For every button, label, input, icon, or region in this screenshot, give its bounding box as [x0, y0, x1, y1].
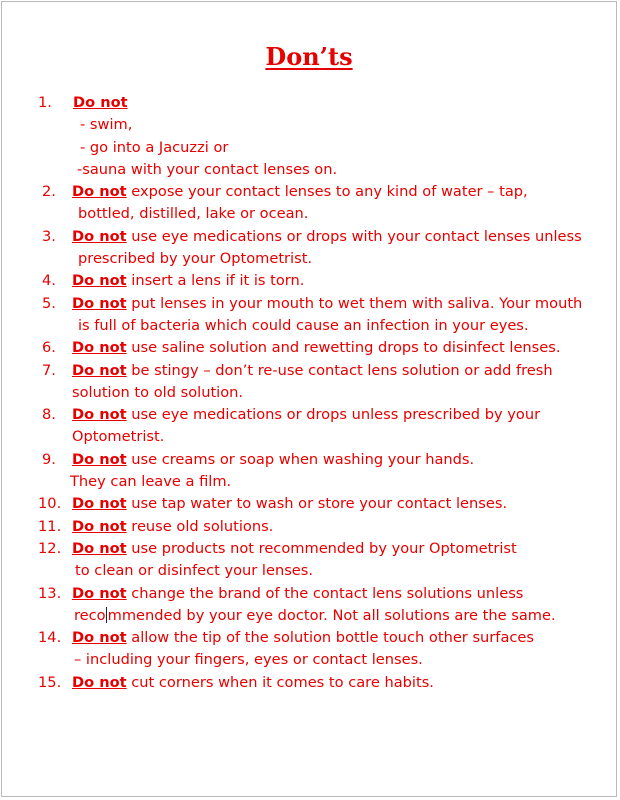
item-number: 10.: [38, 495, 62, 513]
item-text: put lenses in your mouth to wet them with saliva. Your mouth: [126, 294, 583, 312]
item-text: be stingy – don’t re-use contact lens solution or add fresh: [126, 361, 553, 379]
do-not-label: Do not: [72, 539, 127, 557]
item-number: 11.: [38, 517, 62, 535]
item-number: 8.: [42, 406, 56, 424]
item-number: 2.: [42, 183, 56, 201]
item-number: 14.: [38, 629, 62, 647]
item-first-line: [2, 672, 616, 694]
item-continuation-line: is full of bacteria which could cause an infection in your eyes.: [78, 316, 529, 334]
item-number: 6.: [42, 339, 56, 357]
do-not-label: Do not: [72, 272, 127, 290]
do-not-label: Do not: [72, 673, 127, 691]
item-continuation-line: bottled, distilled, lake or ocean.: [78, 205, 309, 223]
item-text: use tap water to wash or store your contact lenses.: [126, 495, 508, 513]
list-item: [2, 449, 616, 494]
item-first-line: [2, 449, 616, 471]
list-item: [2, 270, 616, 292]
list-item: [2, 226, 616, 271]
do-not-label: Do not: [72, 450, 127, 468]
item-number: 7.: [42, 361, 56, 379]
item-number: 4.: [42, 272, 56, 290]
list-item: [2, 538, 616, 583]
list-item: [2, 493, 616, 515]
item-continuation-line: Optometrist.: [72, 428, 165, 446]
list-item: [2, 672, 616, 694]
item-continuation-line: - go into a Jacuzzi or: [80, 138, 229, 156]
item-first-line: [2, 516, 616, 538]
item-first-line: [2, 493, 616, 515]
do-not-label: Do not: [72, 227, 127, 245]
list-item: [2, 181, 616, 226]
do-not-label: Do not: [72, 406, 127, 424]
do-not-label: Do not: [72, 517, 127, 535]
list-item: [2, 516, 616, 538]
do-not-label: Do not: [73, 94, 128, 111]
item-text: cut corners when it comes to care habits.: [126, 673, 434, 691]
item-continuation-line: -sauna with your contact lenses on.: [77, 160, 338, 178]
item-first-line: [2, 181, 616, 203]
item-text: allow the tip of the solution bottle touch other surfaces: [126, 629, 534, 647]
item-number: 13.: [38, 584, 62, 602]
list-item: [2, 337, 616, 359]
do-not-label: Do not: [72, 584, 127, 602]
list-item: [2, 92, 616, 181]
list-item: [2, 583, 616, 628]
item-first-line: [2, 226, 616, 248]
item-continuation-line: - swim,: [80, 116, 133, 134]
item-text: reuse old solutions.: [126, 517, 274, 535]
list-item: [2, 404, 616, 449]
item-text: use eye medications or drops with your contact lenses unless: [126, 227, 582, 245]
do-not-label: Do not: [72, 294, 127, 312]
item-text: use products not recommended by your Optometrist: [126, 539, 517, 557]
item-continuation-line: – including your fingers, eyes or contact lenses.: [74, 651, 423, 669]
item-continuation-line: to clean or disinfect your lenses.: [75, 562, 314, 580]
item-continuation-line: prescribed by your Optometrist.: [78, 250, 313, 268]
item-text: expose your contact lenses to any kind of water – tap,: [126, 183, 528, 201]
item-first-line: [2, 538, 616, 560]
item-text: use saline solution and rewetting drops to disinfect lenses.: [126, 339, 561, 357]
list-item: [2, 627, 616, 672]
item-number: 3.: [42, 227, 56, 245]
do-not-label: Do not: [72, 629, 127, 647]
list-item: [2, 360, 616, 405]
item-number: 12.: [38, 539, 62, 557]
item-number: 5.: [42, 294, 56, 312]
item-text: insert a lens if it is torn.: [126, 272, 305, 290]
document-page[interactable]: [1, 1, 617, 797]
item-first-line: [2, 583, 616, 605]
item-first-line: [2, 404, 616, 426]
item-first-line: [2, 293, 616, 315]
item-number: 15.: [38, 673, 62, 691]
item-first-line: [2, 627, 616, 649]
do-not-label: Do not: [72, 361, 127, 379]
text-cursor: [106, 607, 107, 623]
item-continuation-line: They can leave a film.: [70, 473, 232, 491]
item-text: use eye medications or drops unless prescribed by your: [126, 406, 541, 424]
list-item: [2, 293, 616, 338]
item-first-line: [2, 360, 616, 382]
item-number: 9.: [42, 450, 56, 468]
item-number: 1.: [38, 94, 52, 111]
page-title: Don’ts: [265, 42, 353, 71]
item-first-line: [2, 92, 616, 114]
item-first-line: [2, 270, 616, 292]
item-text: change the brand of the contact lens solutions unless: [126, 584, 524, 602]
donts-list: [2, 92, 616, 694]
do-not-label: Do not: [72, 495, 127, 513]
item-first-line: [2, 337, 616, 359]
item-continuation-line: solution to old solution.: [72, 383, 244, 401]
do-not-label: Do not: [72, 183, 127, 201]
item-continuation-line: reco mmended by your eye doctor. Not all solutions are the same.: [74, 606, 556, 624]
do-not-label: Do not: [72, 339, 127, 357]
item-text: use creams or soap when washing your hands.: [126, 450, 475, 468]
